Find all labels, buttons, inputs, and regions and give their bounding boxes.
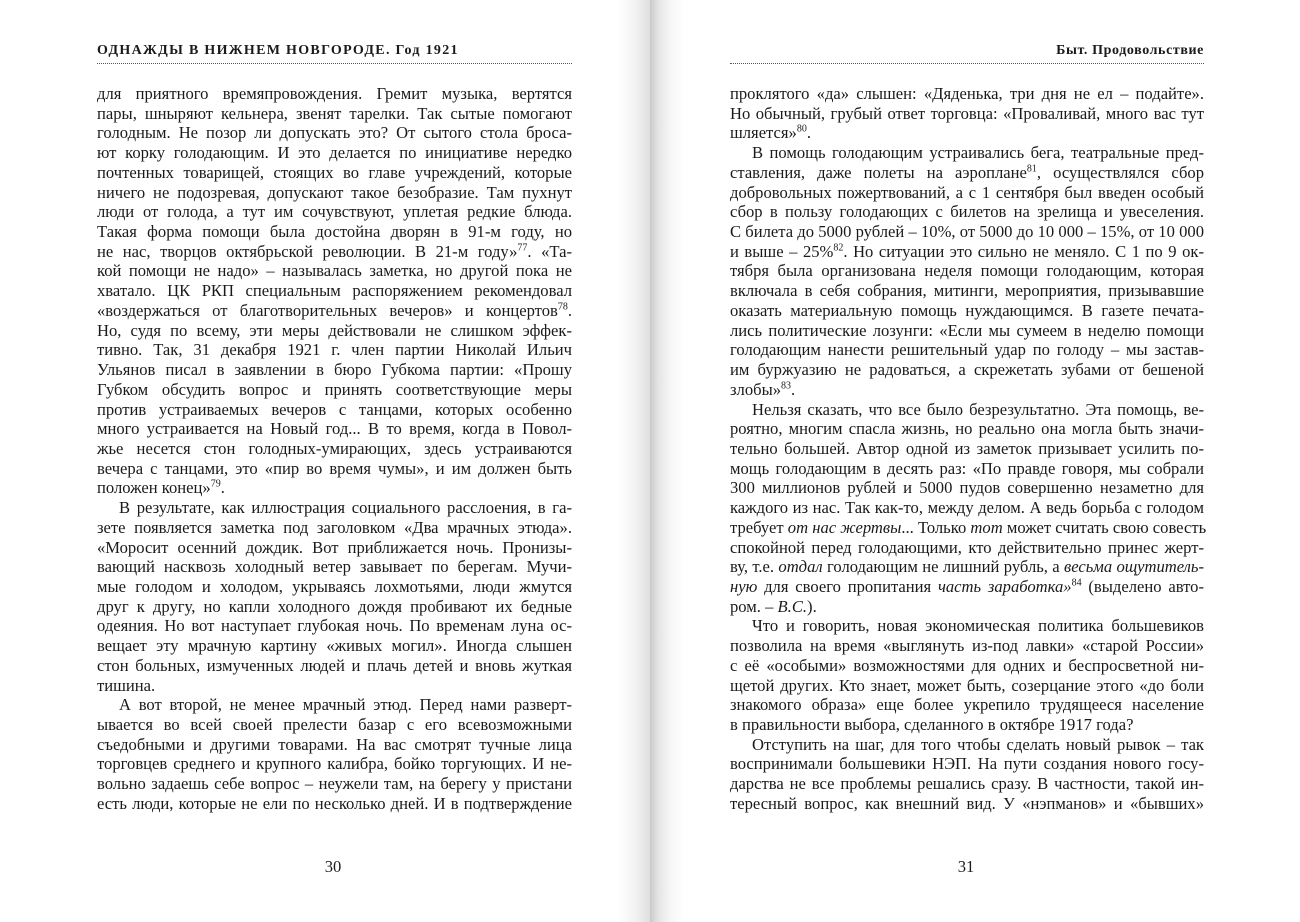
text-line	[730, 301, 1204, 321]
italic-text: часть заработка»	[937, 576, 1072, 596]
line-text: , осуществлялся сбор	[1036, 162, 1204, 182]
line-text: роятно, многим спасла жизнь, но реально она могла быть значи-	[730, 419, 1204, 439]
line-text: для своего пропитания	[757, 576, 938, 596]
text-line	[97, 577, 572, 597]
text-line	[730, 222, 1204, 242]
text-line	[730, 774, 1204, 794]
line-text: .	[806, 123, 811, 143]
text-line	[97, 360, 572, 380]
text-line	[730, 261, 1204, 281]
text-line	[97, 84, 572, 104]
line-text: тивно. Так, 31 декабря 1921 г. член партии Николай Ильич	[97, 340, 572, 360]
text-line	[97, 695, 572, 715]
text-line	[730, 360, 1204, 380]
line-text: Ульянов писал в заявлении в бюро Губкома партии: «Прошу	[97, 360, 572, 380]
line-text: тишина.	[97, 675, 156, 695]
line-text: с её «особыми» возможностями для одних и беспросветной ни-	[730, 655, 1204, 675]
text-line	[97, 419, 572, 439]
line-text: . «Та-	[527, 241, 572, 261]
line-text: .	[791, 379, 796, 399]
line-text: ... Только	[901, 517, 971, 537]
text-line	[730, 656, 1204, 676]
line-text: Отступить на шаг, для того чтобы сделать новый рывок – так	[752, 734, 1204, 754]
text-line	[97, 754, 572, 774]
text-line	[730, 577, 1204, 597]
line-text: может считать свою совесть	[1002, 517, 1207, 537]
text-line	[730, 419, 1204, 439]
line-text: пары, шныряют кельнера, звенят тарелки. Так сытые помогают	[97, 103, 572, 123]
italic-text: отдал	[778, 557, 823, 577]
text-line	[97, 104, 572, 124]
line-text: Но обычный, грубый ответ торговца: «Проваливай, много вас тут	[730, 103, 1204, 123]
text-line	[97, 281, 572, 301]
text-line	[730, 636, 1204, 656]
gutter-shadow	[618, 0, 650, 922]
text-line	[730, 439, 1204, 459]
line-text: тября была организована неделя помощи голодающим, которая	[730, 261, 1204, 281]
line-text: положен конец»	[97, 478, 211, 498]
text-line	[97, 183, 572, 203]
line-text: сбор в пользу голодающих с билетов на зрелища и увеселения.	[730, 202, 1204, 222]
text-line	[730, 143, 1204, 163]
line-text: 300 миллионов рублей и 5000 пудов совершенно незаметно для	[730, 478, 1204, 498]
line-text: В помощь голодающим устраивались бега, театральные пред-	[752, 143, 1204, 163]
running-head: ОДНАЖДЫ В НИЖНЕМ НОВГОРОДЕ. Год 1921	[97, 41, 572, 64]
line-text: голодным. Не позор ли допускать это? От сытого стола броса-	[97, 123, 572, 143]
line-text: В результате, как иллюстрация социального расслоения, в га-	[119, 498, 572, 518]
line-text: и выше – 25%	[730, 241, 834, 261]
line-text: Нельзя сказать, что все было безрезультатно. Эта помощь, ве-	[752, 399, 1204, 419]
footnote-ref: 79	[210, 478, 221, 490]
text-line	[730, 735, 1204, 755]
line-text: люди от голода, а тут им сочувствуют, уплетая редкие блюда.	[97, 202, 572, 222]
line-text: тельно большей. Автор одной из заметок призывает усилить по-	[730, 438, 1204, 458]
text-line	[730, 242, 1204, 262]
text-line	[730, 281, 1204, 301]
line-text: воспринимали большевики НЭП. На пути создания нового госу-	[730, 754, 1204, 774]
line-text: вещает эту мрачную картину «живых могил». Иногда слышен	[97, 636, 572, 656]
line-text: голодающим нанести решительный удар по голоду – мы застав-	[730, 340, 1204, 360]
line-text: ).	[807, 596, 817, 616]
line-text: щетой других. Кто знает, может быть, созерцание этого «до боли	[730, 675, 1204, 695]
text-line	[97, 597, 572, 617]
line-text: спокойной перед голодающими, кто действительно принес жерт-	[730, 537, 1204, 557]
italic-text: В.С.	[777, 596, 808, 616]
text-line	[97, 636, 572, 656]
line-text: добровольных пожертвований, а с 1 сентября был введен особый	[730, 182, 1204, 202]
footnote-ref: 77	[517, 242, 528, 254]
line-text: стон больных, измученных людей и плачь детей и вновь жуткая	[97, 655, 572, 675]
line-text: проклятого «да» слышен: «Дяденька, три дня не ел – подайте».	[730, 84, 1204, 103]
line-text: съедобными и другими товарами. На вас смотрят тучные лица	[97, 734, 572, 754]
line-text: (выделено авто-	[1081, 576, 1204, 596]
text-line	[97, 538, 572, 558]
line-text: знакомого образа» еще более укрепило трудящееся население	[730, 695, 1204, 715]
line-text: вольно задаешь себе вопрос – неужели там, на берегу у пристани	[97, 774, 572, 794]
line-text: каждого из нас. Так как-то, между делом. А ведь борьба с голодом	[730, 498, 1204, 518]
line-text: «Моросит осенний дождик. Вот приближается ночь. Пронизы-	[97, 537, 572, 557]
text-line	[97, 676, 572, 696]
text-line	[97, 498, 572, 518]
footnote-ref: 84	[1071, 577, 1082, 589]
line-text: ром. –	[730, 596, 778, 616]
text-line	[730, 123, 1204, 143]
line-text: ставления, даже полеты на аэроплане	[730, 162, 1027, 182]
line-text: шляется»	[730, 123, 797, 143]
line-text: в правильности выбора, сделанного в октябре 1917 года?	[730, 715, 1134, 734]
text-line	[97, 735, 572, 755]
footnote-ref: 78	[557, 301, 568, 313]
line-text: дарства не все проблемы решались сразу. В частности, такой ин-	[730, 774, 1204, 794]
text-line	[730, 676, 1204, 696]
text-line	[730, 794, 1204, 814]
text-line	[730, 754, 1204, 774]
footnote-ref: 81	[1026, 163, 1037, 175]
line-text: вечера с танцами, это «пир во время чумы», и им должен быть	[97, 458, 572, 478]
text-line	[97, 143, 572, 163]
footnote-ref: 82	[833, 242, 844, 254]
line-text: лись политические лозунги: «Если мы сумеем в неделю помощи	[730, 320, 1204, 340]
line-text: им буржуазию не радоваться, а скрежетать зубами от бешеной	[730, 360, 1204, 380]
text-line	[730, 715, 1204, 735]
text-line	[730, 380, 1204, 400]
text-line	[97, 242, 572, 262]
text-line	[97, 794, 572, 814]
text-line	[97, 774, 572, 794]
text-line	[730, 400, 1204, 420]
line-text: друг к другу, но капли холодного дождя пробивают их бедные	[97, 596, 572, 616]
text-line	[97, 557, 572, 577]
line-text: «воздержаться от благотворительных вечеров» и концертов	[97, 300, 558, 320]
right-page	[650, 0, 1300, 922]
line-text: против устраиваемых вечеров с танцами, которых особенно	[97, 399, 572, 419]
text-line	[730, 478, 1204, 498]
line-text: мые голодом и холодом, укрываясь лохмотьями, люди жмутся	[97, 576, 572, 596]
line-text: есть люди, которые не ели по несколько дней. И в подтверждение	[97, 793, 572, 813]
italic-text: тот	[970, 517, 1003, 537]
line-text: С билета до 5000 рублей – 10%, от 5000 до 10 000 – 15%, от 10 000	[730, 222, 1204, 242]
text-line	[730, 321, 1204, 341]
line-text: ывается во всей своей прелести базар с его всевозможными	[97, 715, 572, 734]
line-text: не нас, творцов октябрьской революции. В 21-м году»	[97, 241, 518, 261]
text-line	[97, 656, 572, 676]
line-text: почтенных товарищей, стоящих во главе учреждений, которые	[97, 162, 572, 182]
body-text	[97, 84, 572, 814]
text-line	[730, 202, 1204, 222]
text-line	[97, 380, 572, 400]
line-text: хватало. ЦК РКП специальным распоряжением рекомендовал	[97, 281, 572, 301]
text-line	[97, 340, 572, 360]
footnote-ref: 83	[781, 380, 792, 392]
body-text	[730, 84, 1207, 814]
text-line	[97, 261, 572, 281]
text-line	[730, 459, 1204, 479]
line-text: Такая форма помощи была достойна дворян в 91-м году, но	[97, 222, 572, 242]
text-line	[97, 459, 572, 479]
line-text: Губком обсудить вопрос и принять соответствующие меры	[97, 379, 572, 399]
line-text: ют корку голодающим. И это делается по инициативе нередко	[97, 143, 572, 163]
line-text: одеяния. Но вот наступает глубокая ночь. По временам луна ос-	[97, 616, 572, 636]
text-line	[730, 557, 1204, 577]
text-line	[730, 183, 1204, 203]
line-text: голодающим не лишний рубль, а	[822, 557, 1064, 577]
text-line	[730, 597, 1204, 617]
text-line	[97, 715, 572, 735]
line-text: зете появляется заметка под заголовком «Два мрачных этюда».	[97, 517, 572, 537]
text-line	[97, 518, 572, 538]
line-text: включала в себя собрания, митинги, мероприятия, призывавшие	[730, 281, 1204, 301]
text-line	[97, 301, 572, 321]
line-text: кой помощи не надо» – называлась заметка, но другой пока не	[97, 261, 572, 281]
line-text: тересный вопрос, как внешний вид. У «нэпманов» и «бывших»	[730, 793, 1204, 813]
text-line	[730, 498, 1204, 518]
line-text: .	[567, 300, 572, 320]
text-line	[730, 616, 1204, 636]
line-text: мощь голодающим в десять раз: «По правде говоря, мы собрали	[730, 458, 1204, 478]
text-line	[97, 222, 572, 242]
italic-text: от нас жертвы	[787, 517, 902, 537]
text-line	[97, 439, 572, 459]
line-text: А вот второй, не менее мрачный этюд. Перед нами разверт-	[119, 695, 572, 715]
line-text: Но, судя по всему, эти меры действовали не слишком эффек-	[97, 320, 572, 340]
line-text: . Но ситуации это сильно не меняло. С 1 по 9 ок-	[843, 241, 1204, 261]
line-text: позволила на время «выглянуть из-под лавки» «старой России»	[730, 636, 1204, 656]
text-line	[97, 478, 572, 498]
line-text: торговцев среднего и крупного калибра, бойко торгующих. И не-	[97, 754, 572, 774]
line-text: много устраивается на Новый год... В то время, когда в Повол-	[97, 419, 572, 439]
line-text: Что и говорить, новая экономическая политика большевиков	[752, 616, 1204, 636]
page-number: 30	[324, 857, 342, 876]
text-line	[730, 517, 1207, 538]
text-line	[97, 163, 572, 183]
text-line	[97, 616, 572, 636]
italic-text: весьма ощутитель-	[1064, 557, 1204, 577]
line-text: .	[220, 478, 225, 498]
line-text: оказать материальную помощь нуждающимся. В газете печата-	[730, 300, 1204, 320]
text-line	[730, 340, 1204, 360]
line-text: для приятного времяпровождения. Гремит музыка, вертятся	[97, 84, 572, 103]
running-head: Быт. Продовольствие	[730, 41, 1204, 64]
line-text: требует	[730, 517, 788, 537]
text-line	[97, 400, 572, 420]
text-line	[730, 538, 1204, 558]
text-line	[97, 123, 572, 143]
line-text: ву, т.е.	[730, 557, 779, 577]
page-number: 31	[957, 857, 975, 876]
line-text: вающий насквозь холодный ветер завывает по берегам. Мучи-	[97, 557, 572, 577]
text-line	[97, 321, 572, 341]
line-text: жье несется стон голодных-умирающих, здесь устраиваются	[97, 438, 572, 458]
text-line	[730, 84, 1204, 104]
line-text: злобы»	[730, 379, 782, 399]
text-line	[730, 104, 1204, 124]
text-line	[730, 163, 1204, 183]
text-line	[97, 202, 572, 222]
footnote-ref: 80	[796, 123, 807, 135]
line-text: ничего не подозревая, допускают такое безобразие. Там пухнут	[97, 182, 572, 202]
text-line	[730, 695, 1204, 715]
italic-text: ную	[730, 576, 758, 596]
